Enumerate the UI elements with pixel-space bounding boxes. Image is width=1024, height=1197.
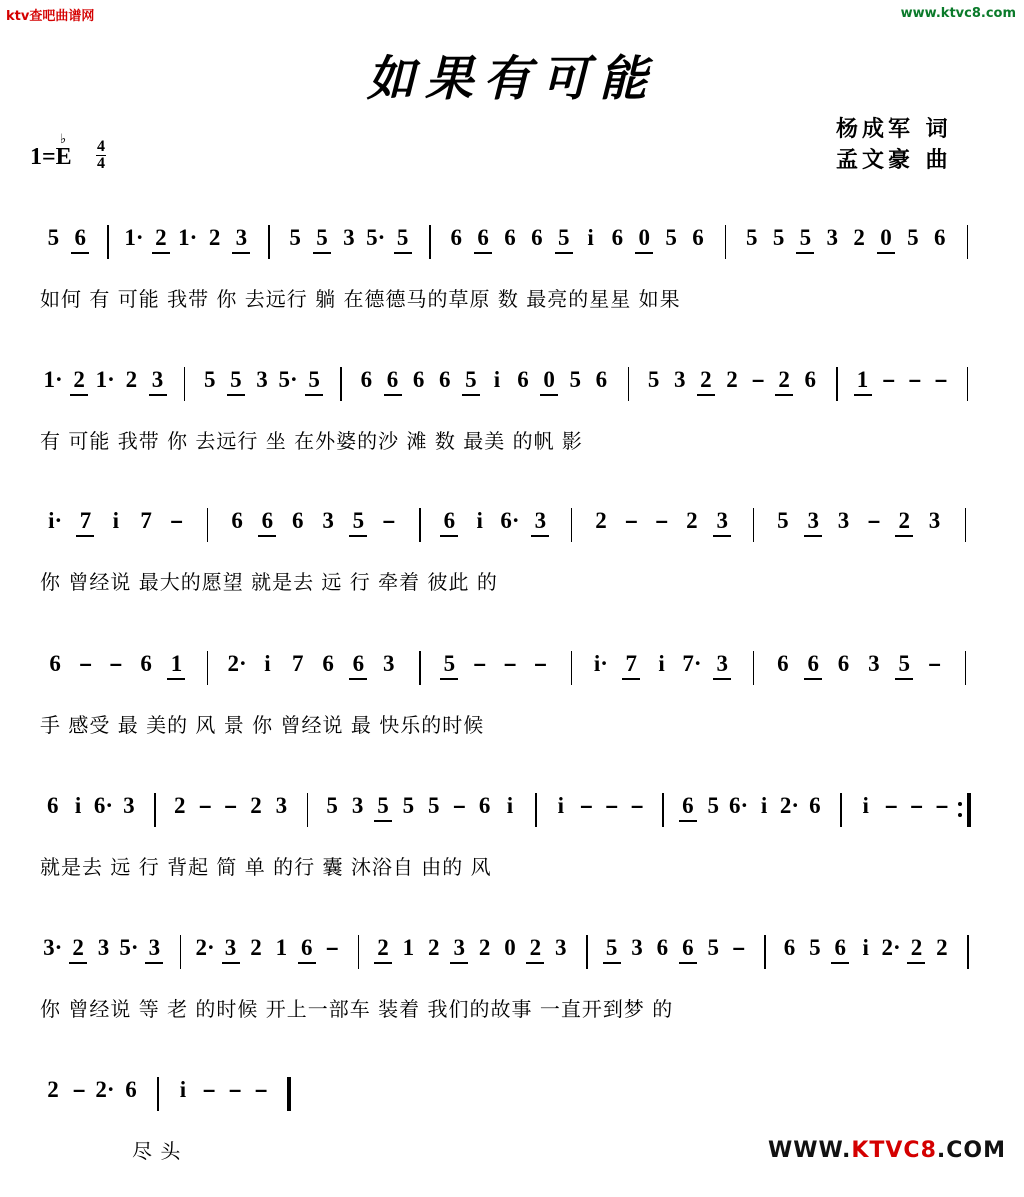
note-underline (298, 962, 316, 964)
note: 3 (826, 225, 839, 250)
note-underline (152, 252, 170, 254)
time-signature (96, 139, 106, 172)
lyrics-row: 有 可能 我带 你 去远行 坐 在外婆的沙 滩 数 最美 的帆 影 (40, 429, 583, 453)
note: 6 (125, 1077, 137, 1102)
barline (628, 367, 630, 401)
sustain-dash: – (453, 793, 466, 818)
note: 2 (936, 935, 948, 960)
note-underline (831, 962, 849, 964)
note-underline (697, 394, 715, 396)
note: 2 (910, 935, 923, 960)
note: 6 (46, 793, 59, 818)
score-line-5 (0, 793, 1024, 913)
sustain-dash: – (326, 935, 339, 960)
sustain-dash: – (229, 1077, 242, 1102)
note-underline (603, 962, 621, 964)
barline (753, 651, 755, 685)
note: 2 (529, 935, 542, 960)
note: 3 (123, 793, 135, 818)
note: 5 (316, 225, 328, 250)
sustain-dash: – (199, 793, 212, 818)
note: 7 (79, 508, 92, 533)
note: 2 (595, 508, 607, 533)
note: 7· (682, 651, 702, 676)
note: 1 (856, 367, 869, 392)
note-underline (796, 252, 814, 254)
sustain-dash: – (908, 367, 921, 392)
sustain-dash: – (882, 367, 895, 392)
note: i (557, 793, 564, 818)
note: 6 (443, 508, 456, 533)
lyrics-row: 手 感受 最 美的 风 景 你 曾经说 最 快乐的时候 (40, 713, 485, 737)
note: 5 (326, 793, 338, 818)
lyrics-row: 就是去 远 行 背起 简 单 的行 囊 沐浴自 由的 风 (40, 855, 492, 879)
note: 5· (278, 367, 298, 392)
note: 6· (500, 508, 520, 533)
sustain-dash: – (109, 651, 123, 676)
note: 2 (898, 508, 910, 533)
note-underline (635, 252, 653, 254)
note: 5 (745, 225, 758, 250)
watermark-prefix: WWW. (767, 1138, 852, 1163)
note: 2· (195, 935, 215, 960)
barline (967, 367, 969, 401)
barline (535, 793, 537, 827)
barline (429, 225, 431, 259)
note-underline (713, 678, 731, 680)
note-underline (622, 678, 640, 680)
note: 2 (250, 793, 262, 818)
note-underline (895, 535, 913, 537)
note: 5 (907, 225, 919, 250)
note: 6 (386, 367, 399, 392)
note-underline (149, 394, 167, 396)
note: 6 (611, 225, 624, 250)
note: 7 (625, 651, 638, 676)
note: 6 (478, 793, 491, 818)
note-underline (349, 535, 367, 537)
note: 0 (543, 367, 555, 392)
barline (340, 367, 342, 401)
lyrics-row: 尽 头 (132, 1139, 182, 1163)
note: 3 (555, 935, 567, 960)
note: 3· (43, 935, 63, 960)
note: 0 (880, 225, 892, 250)
note-underline (69, 962, 87, 964)
note: 2 (686, 508, 698, 533)
watermark-suffix: .COM (936, 1138, 1006, 1163)
note: 1· (43, 367, 63, 392)
note: 1· (124, 225, 144, 250)
barline (358, 935, 360, 969)
barline (965, 508, 967, 542)
note: 5 (428, 793, 440, 818)
note-underline (474, 252, 492, 254)
note-underline (394, 252, 412, 254)
sustain-dash: – (752, 367, 765, 392)
note: i· (48, 508, 63, 533)
note-underline (713, 535, 731, 537)
note: 5 (289, 225, 301, 250)
note: 6 (412, 367, 425, 392)
note: 2· (881, 935, 901, 960)
note: i (264, 651, 271, 676)
note: 6 (352, 651, 365, 676)
barline (967, 225, 969, 259)
barline (184, 367, 186, 401)
note: 3 (716, 508, 728, 533)
note: 5 (203, 367, 216, 392)
barline (836, 367, 838, 401)
note: 2 (778, 367, 790, 392)
barline (307, 793, 309, 827)
note: i (179, 1077, 187, 1102)
note: i (760, 793, 768, 818)
barline (840, 793, 842, 827)
note: 2 (478, 935, 491, 960)
key-signature: 1=E (30, 144, 72, 170)
score-line-2 (0, 367, 1024, 487)
note: 5 (707, 935, 719, 960)
note: 3 (322, 508, 334, 533)
sustain-dash: – (534, 651, 547, 676)
note: 1· (178, 225, 198, 250)
note-underline (167, 678, 185, 680)
note: 3 (837, 508, 850, 533)
sustain-dash: – (655, 508, 668, 533)
note-underline (440, 535, 458, 537)
note: 3 (631, 935, 643, 960)
note: 5 (557, 225, 570, 250)
barline (157, 1077, 159, 1111)
barline (586, 935, 588, 969)
note: 1· (95, 367, 115, 392)
score-line-6 (0, 935, 1024, 1055)
note: 5 (777, 508, 789, 533)
note: 1 (402, 935, 415, 960)
sustain-dash: – (631, 793, 644, 818)
note: 2· (227, 651, 247, 676)
note: 5 (665, 225, 677, 250)
lyrics-row: 你 曾经说 最大的愿望 就是去 远 行 牵着 彼此 的 (40, 570, 498, 594)
note-underline (877, 252, 895, 254)
note: 6 (809, 793, 821, 818)
note: 1 (275, 935, 288, 960)
note: 2 (250, 935, 262, 960)
note-underline (313, 252, 331, 254)
sustain-dash: – (625, 508, 638, 533)
note: i (112, 508, 119, 533)
note-underline (854, 394, 872, 396)
note: 5 (402, 793, 415, 818)
sustain-dash: – (910, 793, 923, 818)
repeat-dot (958, 813, 962, 817)
note: 3 (868, 651, 880, 676)
note: 2· (779, 793, 800, 818)
flat-accidental-icon: ♭ (60, 132, 67, 147)
barline (419, 508, 421, 542)
note: 5 (230, 367, 242, 392)
note-underline (526, 962, 544, 964)
note: 5 (772, 225, 785, 250)
note: 1 (170, 651, 183, 676)
barline (965, 651, 967, 685)
note: 2 (155, 225, 167, 250)
sustain-dash: – (473, 651, 486, 676)
note: 6 (783, 935, 796, 960)
note: 6 (291, 508, 304, 533)
sustain-dash: – (867, 508, 881, 533)
final-barline (287, 1077, 291, 1111)
note-underline (775, 394, 793, 396)
note: 5 (308, 367, 320, 392)
note-underline (384, 394, 402, 396)
note-underline (450, 962, 468, 964)
note-underline (540, 394, 558, 396)
sustain-dash: – (934, 367, 948, 392)
barline (662, 793, 664, 827)
note: 3 (235, 225, 248, 250)
note: 5· (119, 935, 139, 960)
note-underline (232, 252, 250, 254)
note: 6 (682, 935, 694, 960)
note: 6 (517, 367, 529, 392)
note: 6 (692, 225, 704, 250)
note: 6 (477, 225, 489, 250)
note: i (74, 793, 82, 818)
note: 6 (656, 935, 669, 960)
barline (268, 225, 270, 259)
note: 3 (148, 935, 161, 960)
sustain-dash: – (732, 935, 745, 960)
note: i (862, 793, 869, 818)
note: 5 (377, 793, 389, 818)
note: 3 (453, 935, 465, 960)
note: 5 (569, 367, 582, 392)
note: 0 (638, 225, 651, 250)
sustain-dash: – (605, 793, 618, 818)
note: 6 (322, 651, 334, 676)
barline (154, 793, 156, 827)
note: 3 (534, 508, 547, 533)
note: 6· (729, 793, 749, 818)
note-underline (907, 962, 925, 964)
note: 5 (352, 508, 365, 533)
note: 3 (928, 508, 941, 533)
note-underline (804, 678, 822, 680)
note: 6 (261, 508, 274, 533)
sustain-dash: – (928, 651, 941, 676)
sustain-dash: – (935, 793, 949, 818)
sustain-dash: – (203, 1077, 216, 1102)
site-url-right[interactable]: www.ktvc8.com (900, 6, 1016, 21)
note: 5 (396, 225, 409, 250)
note: 3 (224, 935, 237, 960)
barline (419, 651, 421, 685)
note-underline (374, 962, 392, 964)
note: 6 (933, 225, 946, 250)
sustain-dash: – (885, 793, 898, 818)
note: 6 (777, 651, 789, 676)
barline (753, 508, 755, 542)
time-signature-top: 4 (97, 138, 105, 155)
note: 5 (47, 225, 60, 250)
note: 6 (837, 651, 850, 676)
note: 3 (97, 935, 110, 960)
note: 2 (208, 225, 221, 250)
note: 6 (682, 793, 694, 818)
note: 5 (443, 651, 456, 676)
note: 6 (301, 935, 313, 960)
note: i (862, 935, 869, 960)
score-line-3 (0, 508, 1024, 628)
barline (571, 651, 573, 685)
barline (967, 935, 969, 969)
note: i (506, 793, 514, 818)
note: 3 (807, 508, 819, 533)
lyrics-row: 如何 有 可能 我带 你 去远行 躺 在德德马的草原 数 最亮的星星 如果 (40, 287, 681, 311)
note: 3 (256, 367, 268, 392)
note: 2 (428, 935, 440, 960)
sustain-dash: – (170, 508, 183, 533)
note: 2 (72, 935, 84, 960)
note: i (658, 651, 665, 676)
note: 6 (531, 225, 543, 250)
note: 6 (231, 508, 243, 533)
note-underline (374, 820, 392, 822)
lyrics-row: 你 曾经说 等 老 的时候 开上一部车 装着 我们的故事 一直开到梦 的 (40, 997, 674, 1021)
note: 3 (716, 651, 728, 676)
note: 7 (291, 651, 304, 676)
note: 6 (834, 935, 847, 960)
note: 5 (799, 225, 812, 250)
note-underline (145, 962, 163, 964)
barline (571, 508, 573, 542)
barline (725, 225, 727, 259)
note-underline (227, 394, 245, 396)
note: 7 (140, 508, 152, 533)
note-underline (305, 394, 323, 396)
note-underline (258, 535, 276, 537)
note: 5 (707, 793, 719, 818)
note: 3 (382, 651, 395, 676)
note-underline (679, 962, 697, 964)
score-line-7 (0, 1077, 1024, 1197)
note-underline (804, 535, 822, 537)
barline (207, 508, 209, 542)
note: 5 (465, 367, 477, 392)
note-underline (555, 252, 573, 254)
note-underline (71, 252, 89, 254)
note: 6 (74, 225, 87, 250)
note: 3 (275, 793, 288, 818)
footer-watermark (768, 1138, 1006, 1163)
note-underline (895, 678, 913, 680)
note: 2 (47, 1077, 59, 1102)
sustain-dash: – (255, 1077, 268, 1102)
sustain-dash: – (79, 651, 92, 676)
note: 2 (726, 367, 738, 392)
note-underline (462, 394, 480, 396)
note-underline (531, 535, 549, 537)
note: 6 (807, 651, 819, 676)
sustain-dash: – (224, 793, 237, 818)
note: 6 (438, 367, 451, 392)
note-underline (679, 820, 697, 822)
note: 6 (504, 225, 516, 250)
note: 3 (351, 793, 364, 818)
note-underline (70, 394, 88, 396)
barline (107, 225, 109, 259)
repeat-end-barline (967, 793, 971, 827)
site-name-left: ktv查吧曲谱网 (6, 9, 95, 24)
note: 0 (504, 935, 516, 960)
note: 5 (647, 367, 660, 392)
note: 2 (700, 367, 712, 392)
note-underline (222, 962, 240, 964)
note: 5· (366, 225, 386, 250)
time-signature-bottom: 4 (97, 155, 105, 172)
note: 3 (151, 367, 164, 392)
sustain-dash: – (580, 793, 593, 818)
note: 3 (673, 367, 686, 392)
note: 6 (804, 367, 817, 392)
sustain-dash: – (73, 1077, 86, 1102)
note: i· (593, 651, 608, 676)
note: 6 (595, 367, 608, 392)
note: 2 (173, 793, 186, 818)
note: 2 (377, 935, 389, 960)
note-underline (349, 678, 367, 680)
note: 3 (343, 225, 355, 250)
note: 2 (853, 225, 865, 250)
repeat-dot (958, 802, 962, 806)
score-line-1 (0, 225, 1024, 345)
note: i (493, 367, 501, 392)
note: 6 (360, 367, 373, 392)
note: i (587, 225, 594, 250)
note: 2· (95, 1077, 115, 1102)
lyricist-credit: 杨成军 词 (836, 117, 952, 142)
note: 5 (809, 935, 821, 960)
note-underline (76, 535, 94, 537)
song-title: 如果有可能 (366, 51, 657, 107)
note: 2 (73, 367, 85, 392)
score-line-4 (0, 651, 1024, 771)
note-underline (440, 678, 458, 680)
barline (207, 651, 209, 685)
note: 6· (93, 793, 114, 818)
note: 5 (605, 935, 618, 960)
composer-credit: 孟文豪 曲 (836, 148, 952, 173)
note: 6 (450, 225, 463, 250)
note: i (476, 508, 483, 533)
barline (764, 935, 766, 969)
sustain-dash: – (382, 508, 395, 533)
barline (180, 935, 182, 969)
sustain-dash: – (504, 651, 517, 676)
note: 6 (49, 651, 61, 676)
note: 2 (125, 367, 138, 392)
watermark-brand: KTVC8 (851, 1138, 937, 1163)
note: 5 (898, 651, 910, 676)
note: 6 (140, 651, 152, 676)
